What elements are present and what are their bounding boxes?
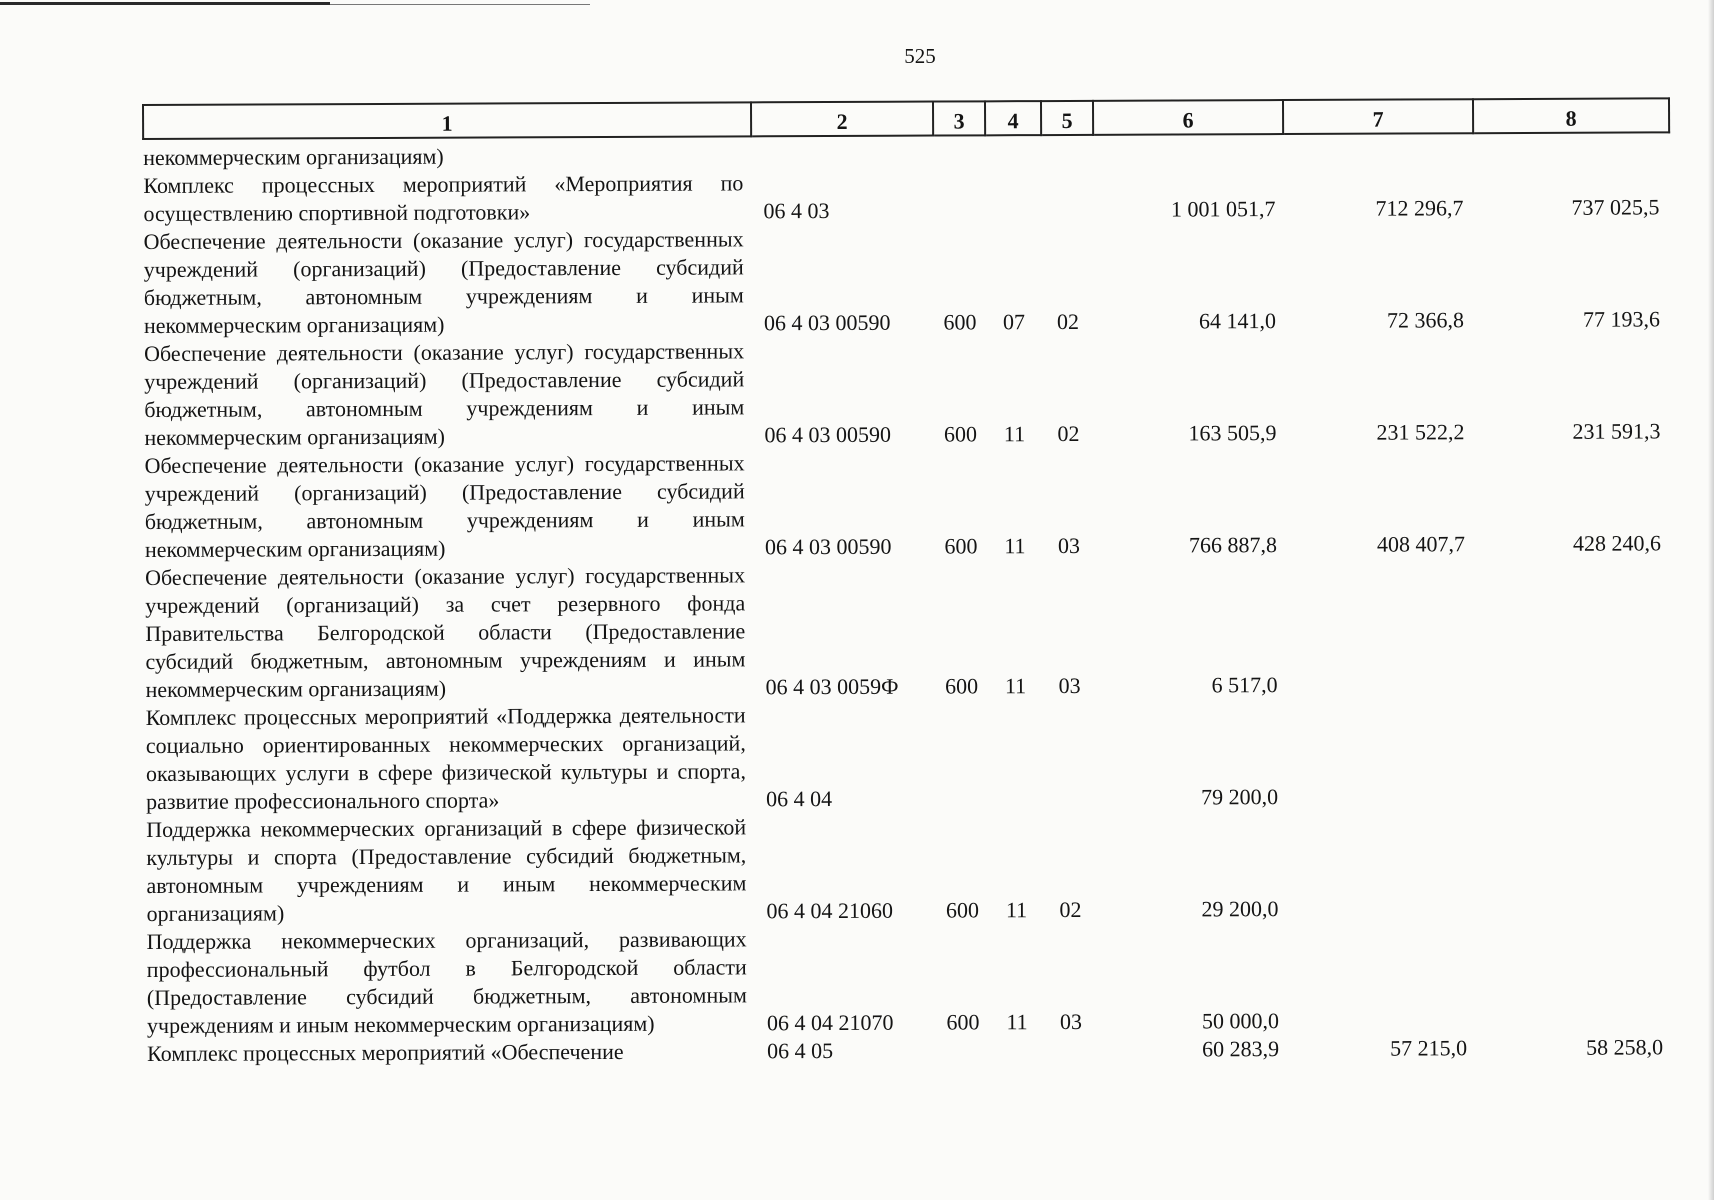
row-col-3 (936, 700, 988, 812)
row-col-5 (1045, 1036, 1097, 1064)
table-row (145, 557, 1672, 704)
row-code: 06 4 03 0059Ф (765, 673, 899, 700)
row-code: 06 4 03 (763, 198, 830, 224)
row-col-4: 11 (1005, 897, 1028, 923)
row-value-6: 29 200,0 (1201, 896, 1279, 922)
row-col-5: 02 (1057, 420, 1080, 447)
row-col-3 (933, 168, 985, 224)
row-value-6: 163 505,9 (1188, 420, 1277, 446)
table-row (144, 221, 1670, 340)
row-description: Поддержка некоммерческих организаций, развивающих профессиональный футбол в Белгородской области (Предоставление субсидий бюджетным, автономным учреждениям и иным некоммерческим организациям) (146, 926, 747, 1038)
row-value-6 (1093, 139, 1283, 168)
row-col-5: 02 (1056, 308, 1080, 335)
row-code: 06 4 04 (765, 785, 833, 812)
row-value-6: 6 517,0 (1211, 672, 1278, 698)
row-col-3: 600 (943, 421, 978, 447)
table-row (146, 809, 1672, 928)
row-value-8: 77 193,6 (1582, 306, 1661, 332)
row-description: Обеспечение деятельности (оказание услуг) государственных учреждений (организаций) (Предоставление субсидий бюджетным, автономным учреждениям и иным некоммерческим организациям) (143, 226, 744, 338)
row-col-3: 600 (944, 533, 978, 559)
header-col-2: 2 (751, 102, 933, 137)
row-col-5: 02 (1059, 896, 1082, 923)
row-col-5 (1041, 168, 1093, 224)
row-col-4: 11 (1004, 533, 1026, 559)
row-value-8 (1476, 809, 1672, 922)
row-value-6: 79 200,0 (1200, 784, 1279, 810)
row-col-3 (933, 140, 985, 168)
row-code: 06 4 03 00590 (763, 309, 891, 336)
row-col-4 (988, 700, 1044, 812)
row-col-4: 07 (1002, 309, 1026, 335)
table-row (146, 697, 1672, 816)
budget-table-wrap (142, 97, 1672, 1068)
row-value-8: 737 025,5 (1571, 194, 1660, 220)
table-row (147, 1033, 1673, 1068)
row-value-7 (1285, 558, 1476, 699)
row-value-7 (1286, 810, 1476, 923)
row-description: Обеспечение деятельности (оказание услуг) государственных учреждений (организаций) (Предоставление субсидий бюджетным, автономным учреждениям и иным некоммерческим организациям) (144, 450, 745, 562)
row-col-5: 03 (1059, 1008, 1083, 1035)
row-col-3: 600 (943, 309, 977, 335)
row-value-7 (1287, 922, 1477, 1035)
header-col-3: 3 (933, 101, 985, 135)
row-col-4: 11 (1003, 421, 1026, 447)
header-col-5: 5 (1041, 101, 1093, 135)
row-description: Комплекс процессных мероприятий «Мероприятия по осуществлению спортивной подготовки» (143, 170, 744, 226)
scan-edge-mark (0, 2, 330, 5)
table-row (143, 165, 1669, 228)
header-col-8: 8 (1473, 98, 1669, 133)
scan-right-shadow (1708, 0, 1714, 1200)
row-value-6: 1 001 051,7 (1170, 196, 1276, 222)
row-value-7 (1283, 138, 1473, 167)
row-col-3: 600 (946, 1009, 980, 1035)
row-value-6: 64 141,0 (1198, 308, 1277, 334)
row-code: 06 4 03 00590 (764, 421, 892, 448)
row-col-4 (985, 168, 1041, 224)
row-description: некоммерческим организациям) (143, 143, 444, 170)
row-col-4 (989, 1036, 1045, 1064)
row-col-4: 11 (1006, 1009, 1028, 1035)
table-row (144, 333, 1670, 452)
row-code: 06 4 04 21070 (766, 1009, 894, 1036)
row-value-8 (1477, 921, 1673, 1034)
row-value-8: 428 240,6 (1572, 530, 1661, 556)
row-value-8 (1476, 697, 1672, 810)
table-row (147, 921, 1673, 1040)
row-col-4 (985, 140, 1041, 168)
header-col-6: 6 (1093, 100, 1283, 135)
row-col-3: 600 (945, 897, 980, 923)
row-code (751, 141, 933, 170)
table-row (145, 445, 1671, 564)
row-col-4: 11 (1004, 673, 1027, 699)
row-value-8 (1473, 137, 1669, 166)
row-value-8 (1475, 557, 1672, 698)
row-value-7: 408 407,7 (1376, 531, 1465, 557)
header-col-7: 7 (1283, 99, 1473, 134)
row-value-7: 712 296,7 (1375, 195, 1464, 221)
row-description: Обеспечение деятельности (оказание услуг) государственных учреждений (организаций) за счет резервного фонда Правительства Белгородской области (Предоставление субсидий бюджетным, автономным учреждениям и иным некоммерческим организациям) (145, 562, 746, 702)
row-value-7: 231 522,2 (1376, 419, 1465, 445)
row-col-5: 03 (1057, 532, 1080, 559)
row-description: Обеспечение деятельности (оказание услуг) государственных учреждений (организаций) (Предоставление субсидий бюджетным, автономным учреждениям и иным некоммерческим организациям) (144, 338, 745, 450)
row-code: 06 4 04 21060 (766, 897, 894, 924)
row-description: Поддержка некоммерческих организаций в сфере физической культуры и спорта (Предоставление субсидий бюджетным, автономным учреждениям и иным некоммерческим организациям) (146, 814, 747, 926)
row-col-5 (1041, 140, 1093, 168)
page-number: 525 (904, 44, 936, 68)
row-description: Комплекс процессных мероприятий «Поддержка деятельности социально ориентированных некоммерческих организаций, оказывающих услуги в сфере физической культуры и спорта, развитие профессионального спорта» (145, 702, 746, 814)
row-col-5: 03 (1058, 672, 1081, 699)
row-code: 06 4 05 (767, 1037, 834, 1064)
row-col-5 (1044, 700, 1096, 812)
row-value-6: 60 283,9 (1202, 1036, 1280, 1062)
header-col-1: 1 (143, 102, 751, 139)
row-value-8: 231 591,3 (1572, 418, 1661, 444)
row-col-3: 600 (944, 673, 979, 699)
row-code: 06 4 03 00590 (764, 533, 892, 560)
row-col-3 (937, 1036, 989, 1064)
row-value-7 (1286, 698, 1476, 811)
header-col-4: 4 (985, 101, 1041, 135)
row-value-8: 58 258,0 (1586, 1034, 1664, 1060)
row-value-6: 50 000,0 (1201, 1008, 1280, 1034)
row-value-7: 72 366,8 (1386, 307, 1465, 333)
scan-edge-mark-thin (330, 4, 590, 5)
budget-table (142, 97, 1674, 1068)
row-description: Комплекс процессных мероприятий «Обеспечение (147, 1038, 624, 1066)
row-value-7: 57 215,0 (1390, 1035, 1468, 1061)
row-value-6: 766 887,8 (1188, 532, 1277, 558)
